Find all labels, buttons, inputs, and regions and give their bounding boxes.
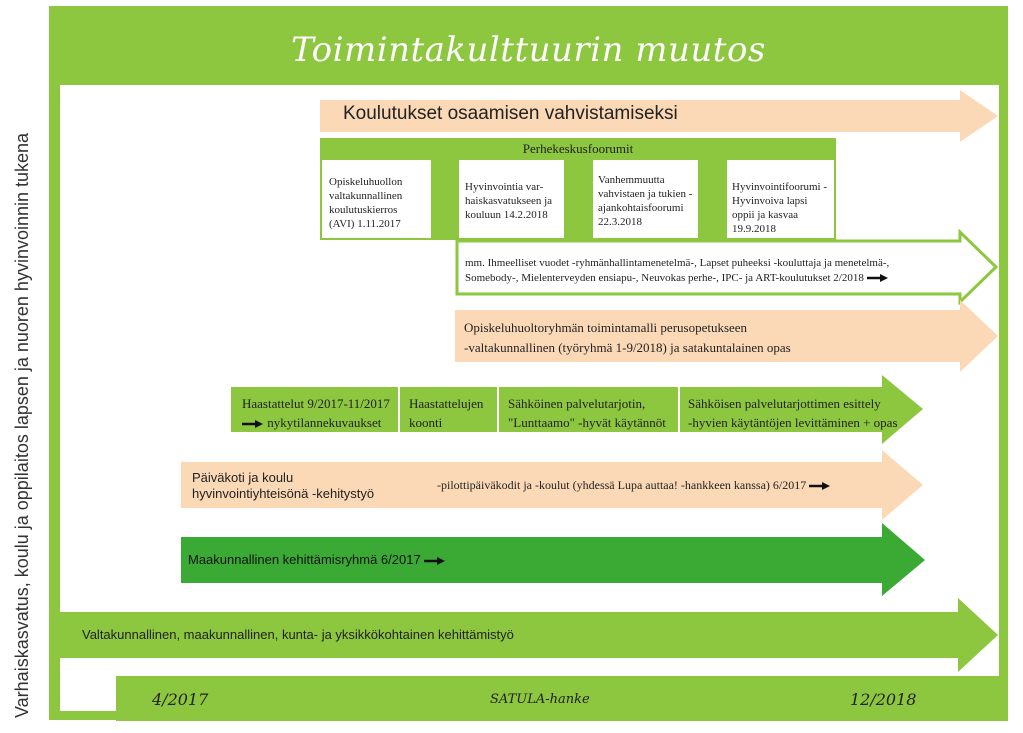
connector-strip — [432, 158, 457, 240]
footer-end: 12/2018 — [850, 690, 917, 709]
opiskeluhuolto-line1: Opiskeluhuoltoryhmän toimintamalli perusopetukseen — [464, 320, 748, 335]
haastattelut-line1: Haastattelut 9/2017-11/2017 — [242, 396, 390, 411]
koonti-line2: koonti — [409, 415, 443, 430]
side-label: Varhaiskasvatus, koulu ja oppilaitos lapsen ja nuoren hyvinvoinnin tukena — [12, 132, 32, 718]
koulutukset-label: Koulutukset osaamisen vahvistamiseksi — [343, 103, 678, 124]
maakunnallinen-label: Maakunnallinen kehittämisryhmä 6/2017 — [188, 552, 421, 567]
arrow-right-icon — [424, 557, 446, 565]
arrow-right-icon — [242, 420, 264, 428]
koonti-line1: Haastattelujen — [409, 396, 484, 411]
paivakoti-line1: Päiväkoti ja koulu — [192, 470, 294, 485]
opiskeluhuolto-line2: -valtakunnallinen (työryhmä 1-9/2018) ja satakuntalainen opas — [464, 340, 791, 355]
paivakoti-text — [192, 470, 374, 502]
haastattelut-line2: nykytilannekuvaukset — [267, 415, 382, 430]
connector-strip — [566, 158, 591, 240]
info-box-vanhemmuutta: Vanhemmuutta vahvistaen ja tukien - ajankohtaisfoorumi 22.3.2018 — [591, 158, 700, 240]
paivakoti-line2: hyvinvointiyhteisönä -kehitystyö — [192, 486, 375, 501]
esittely-line1: Sähköisen palvelutarjottimen esittely — [688, 396, 881, 411]
valtakunnallinen-label: Valtakunnallinen, maakunnallinen, kunta- ja yksikkökohtainen kehittämistyö — [82, 627, 514, 642]
footer-start: 4/2017 — [152, 690, 209, 709]
trainings-line2: Somebody-, Mielenterveyden ensiapu-, Neuvokas perhe-, IPC- ja ART-koulutukset 2/2018 — [465, 272, 864, 284]
esittely-line2: -hyvien käytäntöjen levittäminen + opas — [688, 415, 898, 430]
koonti-block — [400, 387, 497, 432]
connector-strip — [700, 158, 725, 240]
arrow-right-icon — [809, 482, 831, 490]
info-box-avi: Opiskeluhuollon valtakunnallinen koulutuskierros (AVI) 1.11.2017 — [320, 158, 433, 240]
arrow-right-icon — [867, 274, 889, 282]
info-box-hyvinvointifoorumi: Hyvinvointifoorumi - Hyvinvoiva lapsi oppii ja kasvaa 19.9.2018 — [725, 158, 836, 240]
opiskeluhuolto-text — [464, 318, 791, 358]
lunttaamo-block — [499, 387, 678, 432]
maakunnallinen-text — [188, 552, 446, 567]
info-box-hyvinvointia: Hyvinvointia var-haiskasvatukseen ja kouluun 14.2.2018 — [457, 158, 566, 240]
trainings-text — [465, 256, 889, 286]
trainings-line1: mm. Ihmeelliset vuodet -ryhmänhallintamenetelmä-, Lapset puheeksi -kouluttaja ja menetelmä-, — [465, 257, 890, 269]
esittely-text — [688, 394, 898, 432]
page-title: Toimintakulttuurin muutos — [291, 30, 766, 70]
perhekeskus-label: Perhekeskusfoorumit — [522, 141, 634, 156]
haastattelut-block — [231, 387, 398, 432]
lunttaamo-line2: "Lunttaamo" -hyvät käytännöt — [508, 415, 666, 430]
footer-center: SATULA-hanke — [490, 692, 590, 707]
paivakoti-right-text: -pilottipäiväkodit ja -koulut (yhdessä Lupa auttaa! -hankkeen kanssa) 6/2017 — [437, 478, 807, 492]
lunttaamo-line1: Sähköinen palvelutarjotin, — [508, 396, 646, 411]
paivakoti-right — [437, 478, 831, 493]
